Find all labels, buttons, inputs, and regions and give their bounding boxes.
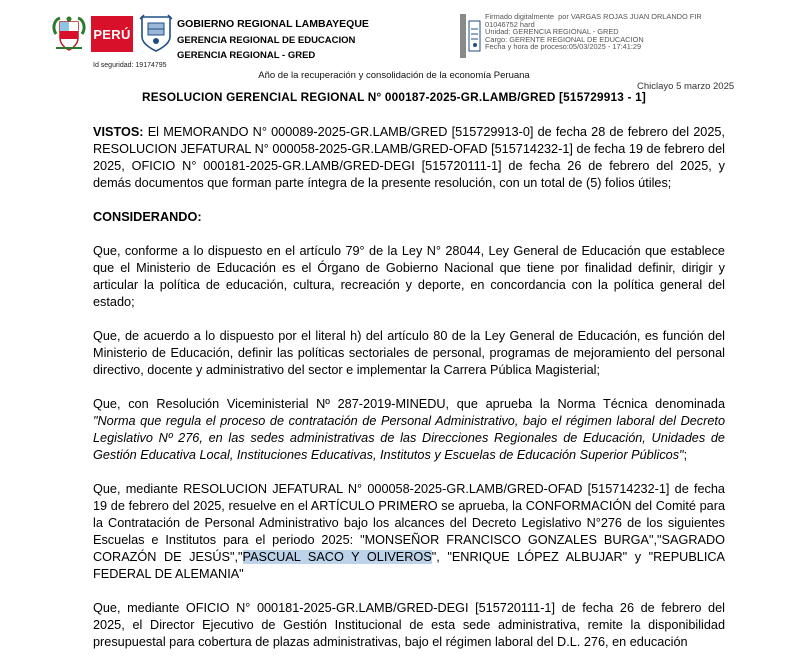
flag-text: PERÚ [93,27,131,42]
selected-text[interactable]: PASCUAL SACO Y OLIVEROS [242,550,432,564]
document-body [93,124,725,668]
p4-start: Que, mediante RESOLUCION JEFATURAL N° 000058-2025-GR.LAMB/GRED-OFAD [515714232-1] de fecha 19 de febrero del 2025, resuelve en el ARTÍCULO PRIMERO se aprueba, la CONFORMACIÓN del Comité para la Contratación de Personal Administrativo bajo los alcances del Decreto Legislativo N°276 de los siguientes Escuelas e Institutos para el periodo 2025: "MONSEÑOR FRANCISCO GONZALES BURGA","SAGRADO CORAZÓN DE JESÚS"," [93,482,725,564]
p3-italic: "Norma que regula el proceso de contratación de Personal Administrativo, bajo el régimen laboral del Decreto Legislativo Nº 276, en las sedes administrativas de las Direcciones Regionales de Educación, Unidades de Gestión Educativa Local, Instituciones Educativas, Institutos y Escuelas de Educación Superior Públicos" [93,414,725,462]
vistos-text: El MEMORANDO N° 000089-2025-GR.LAMB/GRED [515729913-0] de fecha 28 de febrero del 2025, RESOLUCION JEFATURAL N° 000058-2025-GR.LAMB/GRED-OFAD [515714232-1] de fecha 19 de febrero del 2025, OFICIO N° 000181-2025-GR.LAMB/GRED-DEGI [515720111-1] de fecha 26 de febrero del 2025, y demás documentos que forman parte íntegra de la presente resolución, con un total de (5) folios útiles; [93,125,725,190]
organization-header [177,17,369,64]
peru-flag-logo [91,16,133,52]
p3-end: ; [683,448,688,462]
digital-signature-text: Firmado digitalmente por VARGAS ROJAS JUAN ORLANDO FIR 01046752 hard Unidad: GERENCIA REGIONAL - GRED Cargo: GERENTE REGIONAL DE EDUCACION Fecha y hora de proceso:05/03/2025 - 17:41:29 [485,12,702,52]
p3-start: Que, con Resolución Viceministerial Nº 287-2019-MINEDU, que aprueba la Norma Técnica denominada [93,397,725,411]
paragraph-4 [93,481,725,583]
year-motto: Año de la recuperación y consolidación de la economía Peruana [258,70,530,81]
paragraph-5: Que, mediante OFICIO N° 000181-2025-GR.LAMB/GRED-DEGI [515720111-1] de fecha 26 de febrero del 2025, el Director Ejecutivo de Gestión Institucional de esta sede administrativa, remite la disponibilidad presupuestal para cobertura de plazas administrativas, bajo el régimen laboral del D.L. 276, en educación [93,601,725,649]
paragraph-2: Que, de acuerdo a lo dispuesto por el literal h) del artículo 80 de la Ley General de Educación, es función del Ministerio de Educación, definir las políticas sectoriales de personal, programas de mejoramiento del personal directivo, docente y administrativo del sector e implementar la Carrera Pública Magisterial; [93,329,725,377]
vistos-paragraph [93,124,725,192]
considerando-heading: CONSIDERANDO: [93,210,202,224]
p4-end: ", "ENRIQUE LÓPEZ ALBUJAR" y "REPUBLICA FEDERAL DE ALEMANIA" [93,550,725,581]
org-line-2: GERENCIA REGIONAL DE EDUCACION [177,34,356,46]
org-line-1: GOBIERNO REGIONAL LAMBAYEQUE [177,18,369,30]
regional-government-logo-icon [138,13,174,53]
digital-signature-icon [468,15,482,57]
document-date: Chiclayo 5 marzo 2025 [637,81,735,92]
signature-bar [460,14,466,58]
resolution-title: RESOLUCION GERENCIAL REGIONAL N° 000187-2025-GR.LAMB/GRED [515729913 - 1] [141,90,646,104]
security-id: Id seguridad: 19174795 [93,62,167,69]
paragraph-1: Que, conforme a lo dispuesto en el artículo 79° de la Ley N° 28044, Ley General de Educación que establece que el Ministerio de Educación es el Órgano de Gobierno Nacional que tiene por finalidad definir, dirigir y articular la política de educación, cultura, recreación y deporte, en concordancia con la política general del estado; [93,244,725,309]
paragraph-3 [93,396,725,464]
vistos-label: VISTOS: [93,125,144,139]
org-line-3: GERENCIA REGIONAL - GRED [177,50,316,61]
peru-coat-of-arms-icon [50,14,88,56]
